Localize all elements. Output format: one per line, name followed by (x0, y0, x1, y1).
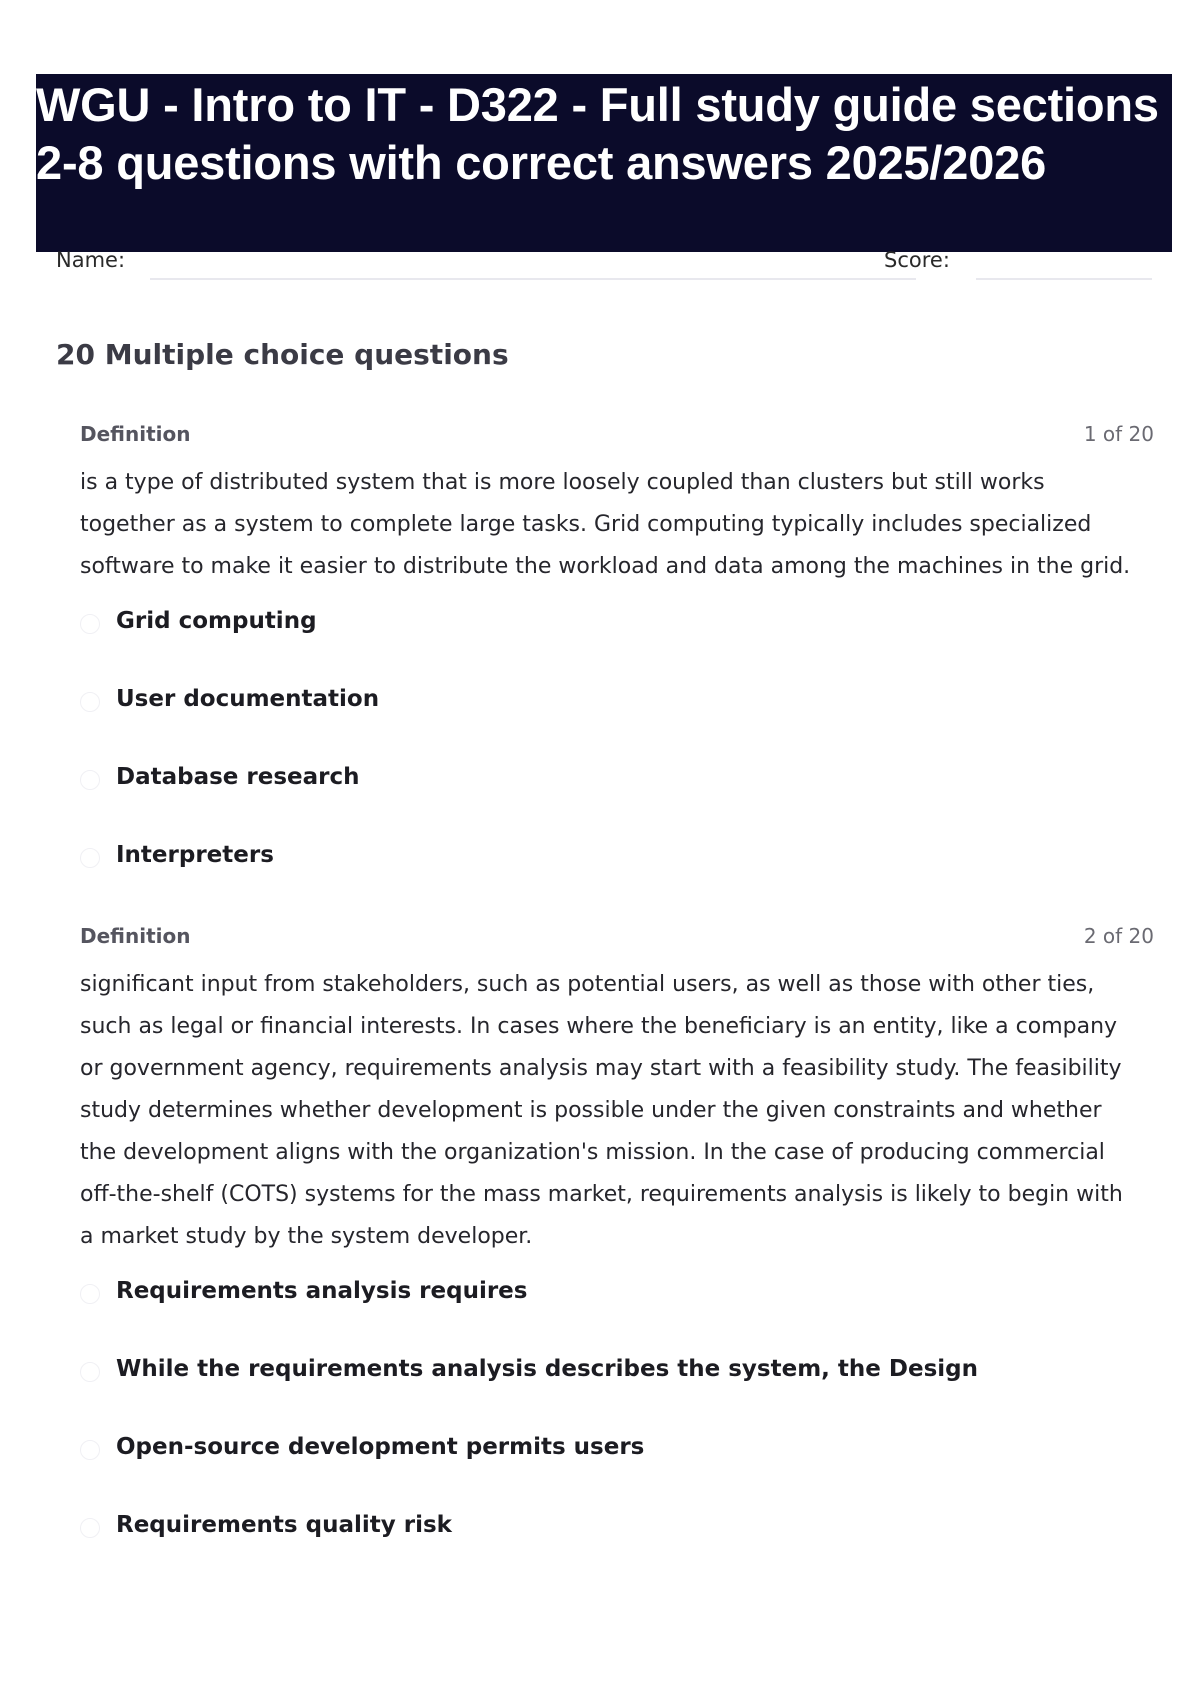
answer-option[interactable] (80, 1508, 1154, 1586)
radio-button-icon[interactable] (80, 1440, 100, 1460)
radio-button-icon[interactable] (80, 692, 100, 712)
answer-options (80, 604, 1154, 916)
question-counter: 2 of 20 (1083, 924, 1154, 948)
title-banner (36, 74, 1172, 252)
answer-options (80, 1274, 1154, 1586)
question-type: Definition (80, 924, 191, 948)
answer-option-label: Requirements analysis requires (116, 1278, 528, 1304)
answer-option-label: Interpreters (116, 842, 274, 868)
answer-option[interactable] (80, 838, 1154, 916)
answer-option-label: Database research (116, 764, 360, 790)
question-card (80, 422, 1154, 916)
question-header (80, 422, 1154, 452)
radio-button-icon[interactable] (80, 770, 100, 790)
question-text: is a type of distributed system that is more loosely coupled than clusters but still works together as a system to complete large tasks. Grid computing typically includes specialized software to make it easier to distribute the workload and data among the machines in the grid. (80, 470, 1131, 579)
answer-option-label: Open-source development permits users (116, 1434, 645, 1460)
question-counter: 1 of 20 (1083, 422, 1154, 446)
name-label: Name: (56, 248, 126, 272)
answer-option-label: While the requirements analysis describes the system, the Design (116, 1356, 978, 1382)
name-field[interactable] (150, 278, 916, 280)
question-type: Definition (80, 422, 191, 446)
radio-button-icon[interactable] (80, 1284, 100, 1304)
radio-button-icon[interactable] (80, 1518, 100, 1538)
question-card (80, 924, 1154, 1586)
score-label: Score: (884, 248, 950, 272)
section-heading: 20 Multiple choice questions (56, 338, 509, 371)
answer-option[interactable] (80, 1430, 1154, 1508)
answer-option[interactable] (80, 604, 1154, 682)
answer-option-label: User documentation (116, 686, 380, 712)
radio-button-icon[interactable] (80, 614, 100, 634)
name-score-row (56, 248, 1156, 284)
score-field[interactable] (976, 278, 1152, 280)
radio-button-icon[interactable] (80, 1362, 100, 1382)
answer-option-label: Grid computing (116, 608, 317, 634)
question-text: significant input from stakeholders, such as potential users, as well as those with other ties, such as legal or financial interests. In cases where the beneficiary is an entity, like a company or government agency, requirements analysis may start with a feasibility study. The feasibility study determines whether development is possible under the given constraints and whether the development aligns with the organization's mission. In the case of producing commercial off-the-shelf (COTS) systems for the mass market, requirements analysis is likely to begin with a market study by the system developer. (80, 972, 1123, 1249)
document-title: WGU - Intro to IT - D322 - Full study guide sections 2-8 questions with correct answers 2025/2026 (36, 78, 1159, 189)
answer-option[interactable] (80, 1274, 1154, 1352)
answer-option[interactable] (80, 1352, 1154, 1430)
radio-button-icon[interactable] (80, 848, 100, 868)
question-header (80, 924, 1154, 954)
answer-option[interactable] (80, 760, 1154, 838)
answer-option-label: Requirements quality risk (116, 1512, 452, 1538)
answer-option[interactable] (80, 682, 1154, 760)
